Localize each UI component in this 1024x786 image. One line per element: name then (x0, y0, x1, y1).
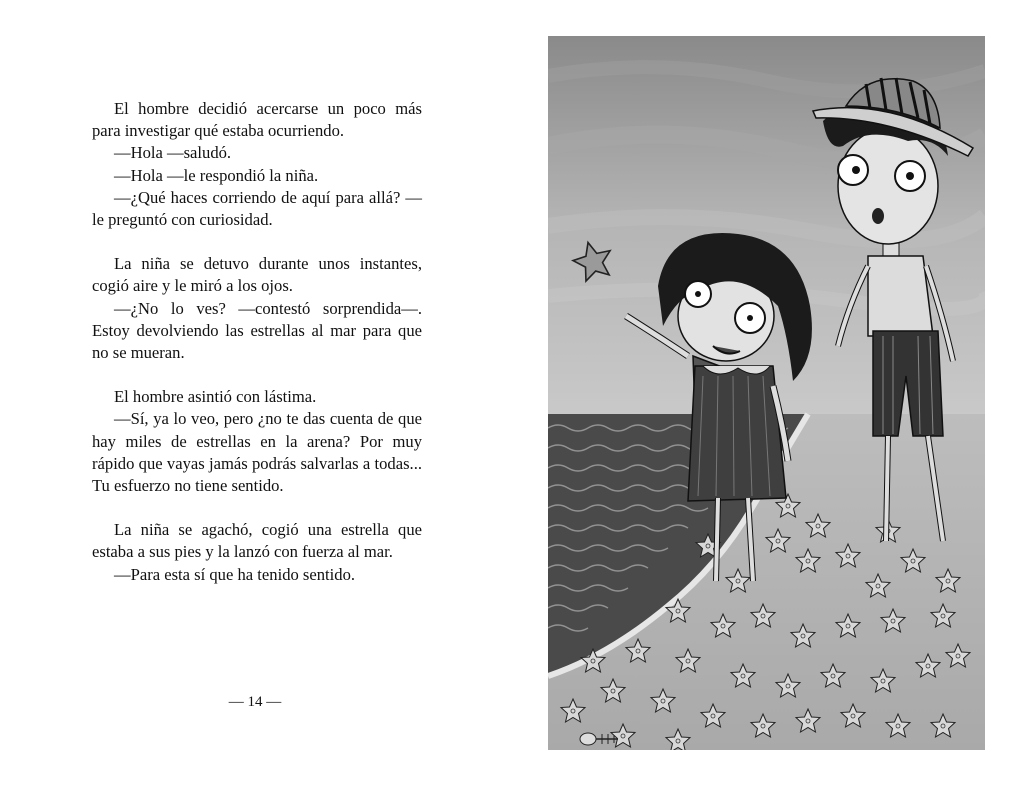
paragraph: El hombre decidió acercarse un poco más para investigar qué estaba ocurriendo. (92, 99, 422, 141)
paragraph: —¿No lo ves? —contestó sorprendida—. Estoy devolviendo las estrellas al mar para que no se mueran. (92, 298, 422, 363)
story-illustration (548, 36, 985, 750)
paragraph: La niña se agachó, cogió una estrella que estaba a sus pies y la lanzó con fuerza al mar. (92, 520, 422, 562)
paragraph: —Sí, ya lo veo, pero ¿no te das cuenta de que hay miles de estrellas en la arena? Por muy rápido que vayas jamás podrás salvarlas a todas... Tu esfuerzo no tiene sentido. (92, 409, 422, 496)
paragraph-gap (92, 231, 422, 253)
page-number: — 14 — (228, 694, 282, 710)
story-text (92, 98, 422, 586)
paragraph: —Para esta sí que ha tenido sentido. (114, 564, 356, 584)
paragraph-gap (92, 497, 422, 519)
paragraph-gap (92, 364, 422, 386)
paragraph: —¿Qué haces corriendo de aquí para allá? —le preguntó con curiosidad. (92, 187, 422, 230)
paragraph: —Hola —saludó. (114, 143, 232, 163)
paragraph: —Hola —le respondió la niña. (114, 165, 319, 185)
paragraph: La niña se detuvo durante unos instantes, cogió aire y le miró a los ojos. (92, 254, 422, 296)
paragraph: El hombre asintió con lástima. (114, 387, 317, 407)
